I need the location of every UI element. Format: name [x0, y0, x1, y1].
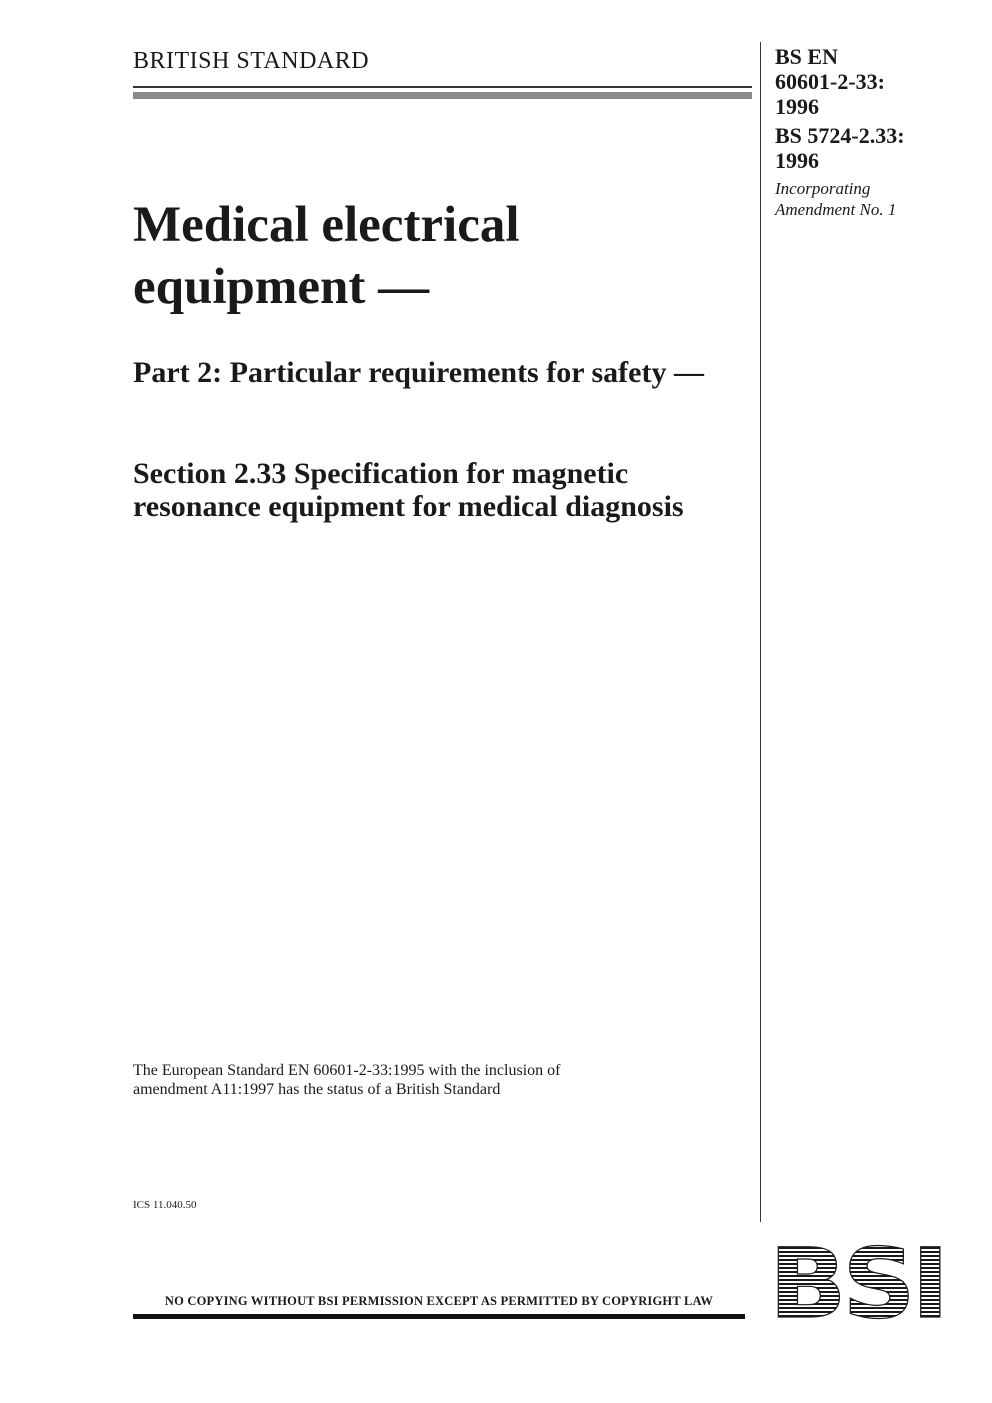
- standard-number-line: 1996: [775, 148, 819, 173]
- standard-number-line: BS EN: [775, 44, 838, 69]
- standard-number-block: [775, 44, 975, 173]
- bsi-logo: [768, 1243, 946, 1321]
- standard-number-line: 1996: [775, 94, 819, 119]
- copyright-notice: NO COPYING WITHOUT BSI PERMISSION EXCEPT AS PERMITTED BY COPYRIGHT LAW: [164, 1294, 714, 1308]
- standard-number-line: BS 5724-2.33:: [775, 123, 905, 148]
- bsi-logo-text: BSI: [769, 1243, 945, 1321]
- part-title: Part 2: Particular requirements for safety —: [133, 356, 704, 389]
- section-title: Section 2.33 Specification for magnetic resonance equipment for medical diagnosis: [133, 457, 684, 523]
- main-title: Medical electrical equipment —: [133, 197, 520, 315]
- amendment-note: [775, 178, 975, 220]
- status-line: amendment A11:1997 has the status of a British Standard: [133, 1081, 501, 1098]
- document-type-label: BRITISH STANDARD: [133, 48, 370, 74]
- ics-code: ICS 11.040.50: [133, 1199, 197, 1211]
- status-line: The European Standard EN 60601-2-33:1995 with the inclusion of: [133, 1062, 561, 1079]
- amendment-note-line: Amendment No. 1: [775, 200, 897, 219]
- column-divider: [760, 42, 761, 1222]
- footer-rule: [133, 1314, 745, 1319]
- status-statement: [133, 1061, 733, 1099]
- standard-number-line: 60601-2-33:: [775, 69, 885, 94]
- header-rule-thick: [133, 92, 752, 99]
- header-rule-thin: [133, 86, 752, 88]
- amendment-note-line: Incorporating: [775, 179, 871, 198]
